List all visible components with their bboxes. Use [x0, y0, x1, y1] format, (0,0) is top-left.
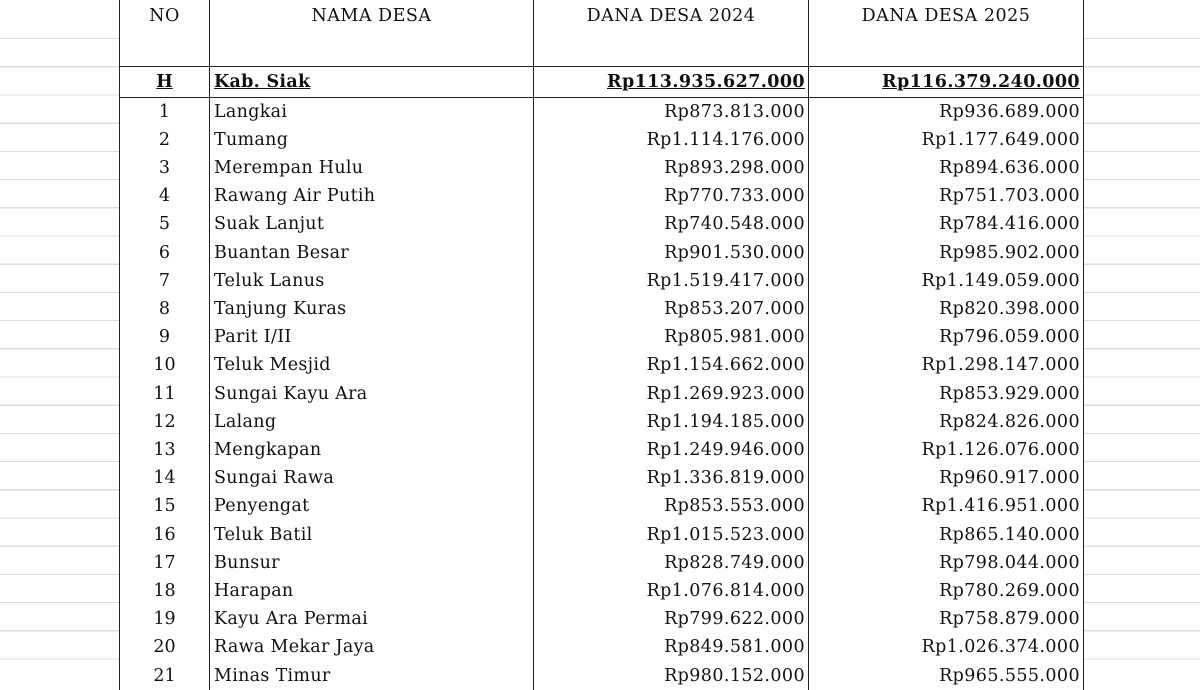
table-row [120, 464, 1084, 492]
header-no[interactable]: NO [120, 0, 210, 66]
name-cell[interactable]: Teluk Batil [210, 521, 534, 549]
no-cell[interactable]: 18 [120, 577, 210, 605]
no-cell[interactable]: 16 [120, 521, 210, 549]
dana-2025-cell[interactable]: Rp1.416.951.000 [809, 492, 1084, 520]
dana-2025-cell[interactable]: Rp865.140.000 [809, 521, 1084, 549]
dana-2024-cell[interactable]: Rp740.548.000 [534, 210, 809, 238]
dana-2024-cell[interactable]: Rp1.269.923.000 [534, 380, 809, 408]
dana-2024-cell[interactable]: Rp799.622.000 [534, 605, 809, 633]
no-cell[interactable]: 14 [120, 464, 210, 492]
table-row [120, 323, 1084, 351]
dana-2025-cell[interactable]: Rp798.044.000 [809, 549, 1084, 577]
dana-2024-cell[interactable]: Rp1.015.523.000 [534, 521, 809, 549]
dana-2024-cell[interactable]: Rp1.114.176.000 [534, 126, 809, 154]
name-cell[interactable]: Tanjung Kuras [210, 295, 534, 323]
name-cell[interactable]: Penyengat [210, 492, 534, 520]
dana-desa-table [119, 0, 1084, 690]
name-cell[interactable]: Sungai Kayu Ara [210, 380, 534, 408]
header-dana-desa-2025[interactable]: DANA DESA 2025 [809, 0, 1084, 66]
dana-2025-cell[interactable]: Rp1.126.076.000 [809, 436, 1084, 464]
table-row [120, 210, 1084, 238]
dana-2024-cell[interactable]: Rp853.553.000 [534, 492, 809, 520]
table-row [120, 154, 1084, 182]
table-row [120, 605, 1084, 633]
name-cell[interactable]: Bunsur [210, 549, 534, 577]
name-cell[interactable]: Lalang [210, 408, 534, 436]
total-dana-2024-cell[interactable]: Rp113.935.627.000 [534, 66, 809, 97]
dana-2025-cell[interactable]: Rp965.555.000 [809, 662, 1084, 690]
spreadsheet-area [119, 0, 1084, 686]
dana-2024-cell[interactable]: Rp1.336.819.000 [534, 464, 809, 492]
no-cell[interactable]: 20 [120, 633, 210, 661]
dana-2024-cell[interactable]: Rp770.733.000 [534, 182, 809, 210]
no-cell[interactable]: 12 [120, 408, 210, 436]
no-cell[interactable]: 4 [120, 182, 210, 210]
dana-2024-cell[interactable]: Rp828.749.000 [534, 549, 809, 577]
name-cell[interactable]: Rawa Mekar Jaya [210, 633, 534, 661]
name-cell[interactable]: Minas Timur [210, 662, 534, 690]
name-cell[interactable]: Parit I/II [210, 323, 534, 351]
table-row [120, 380, 1084, 408]
table-row [120, 182, 1084, 210]
name-cell[interactable]: Teluk Mesjid [210, 351, 534, 379]
total-dana-2025-cell[interactable]: Rp116.379.240.000 [809, 66, 1084, 97]
name-cell[interactable]: Buantan Besar [210, 239, 534, 267]
name-cell[interactable]: Kayu Ara Permai [210, 605, 534, 633]
name-cell[interactable]: Harapan [210, 577, 534, 605]
dana-2025-cell[interactable]: Rp985.902.000 [809, 239, 1084, 267]
table-row [120, 267, 1084, 295]
name-cell[interactable]: Langkai [210, 97, 534, 126]
table-row [120, 126, 1084, 154]
dana-2024-cell[interactable]: Rp901.530.000 [534, 239, 809, 267]
dana-2024-cell[interactable]: Rp873.813.000 [534, 97, 809, 126]
dana-2024-cell[interactable]: Rp1.154.662.000 [534, 351, 809, 379]
dana-2025-cell[interactable]: Rp1.149.059.000 [809, 267, 1084, 295]
dana-2025-cell[interactable]: Rp820.398.000 [809, 295, 1084, 323]
no-cell[interactable]: 13 [120, 436, 210, 464]
dana-2024-cell[interactable]: Rp1.519.417.000 [534, 267, 809, 295]
name-cell[interactable]: Teluk Lanus [210, 267, 534, 295]
table-row [120, 408, 1084, 436]
name-cell[interactable]: Suak Lanjut [210, 210, 534, 238]
no-cell[interactable]: 19 [120, 605, 210, 633]
name-cell[interactable]: Sungai Rawa [210, 464, 534, 492]
dana-2024-cell[interactable]: Rp805.981.000 [534, 323, 809, 351]
name-cell[interactable]: Rawang Air Putih [210, 182, 534, 210]
dana-2024-cell[interactable]: Rp853.207.000 [534, 295, 809, 323]
no-cell[interactable]: 9 [120, 323, 210, 351]
name-cell[interactable]: Mengkapan [210, 436, 534, 464]
dana-2025-cell[interactable]: Rp824.826.000 [809, 408, 1084, 436]
no-cell[interactable]: 6 [120, 239, 210, 267]
table-row [120, 521, 1084, 549]
header-dana-desa-2024[interactable]: DANA DESA 2024 [534, 0, 809, 66]
dana-2024-cell[interactable]: Rp980.152.000 [534, 662, 809, 690]
dana-2024-cell[interactable]: Rp1.249.946.000 [534, 436, 809, 464]
no-cell[interactable]: 5 [120, 210, 210, 238]
header-row [120, 0, 1084, 66]
dana-2024-cell[interactable]: Rp849.581.000 [534, 633, 809, 661]
dana-2025-cell[interactable]: Rp894.636.000 [809, 154, 1084, 182]
dana-2024-cell[interactable]: Rp1.076.814.000 [534, 577, 809, 605]
total-name-cell[interactable]: Kab. Siak [210, 66, 534, 97]
dana-2025-cell[interactable]: Rp853.929.000 [809, 380, 1084, 408]
table-row [120, 97, 1084, 126]
dana-2025-cell[interactable]: Rp1.298.147.000 [809, 351, 1084, 379]
dana-2025-cell[interactable]: Rp796.059.000 [809, 323, 1084, 351]
header-nama-desa[interactable]: NAMA DESA [210, 0, 534, 66]
table-row [120, 351, 1084, 379]
no-cell[interactable]: 11 [120, 380, 210, 408]
dana-2025-cell[interactable]: Rp1.177.649.000 [809, 126, 1084, 154]
no-cell[interactable]: 8 [120, 295, 210, 323]
name-cell[interactable]: Tumang [210, 126, 534, 154]
table-row [120, 633, 1084, 661]
no-cell[interactable]: 15 [120, 492, 210, 520]
table-row [120, 662, 1084, 690]
dana-2025-cell[interactable]: Rp1.026.374.000 [809, 633, 1084, 661]
no-cell[interactable]: 21 [120, 662, 210, 690]
dana-2025-cell[interactable]: Rp960.917.000 [809, 464, 1084, 492]
dana-2025-cell[interactable]: Rp936.689.000 [809, 97, 1084, 126]
total-no-cell[interactable]: H [120, 66, 210, 97]
name-cell[interactable]: Merempan Hulu [210, 154, 534, 182]
no-cell[interactable]: 3 [120, 154, 210, 182]
dana-2025-cell[interactable]: Rp784.416.000 [809, 210, 1084, 238]
table-row [120, 295, 1084, 323]
table-row [120, 239, 1084, 267]
table-row [120, 492, 1084, 520]
table-row [120, 577, 1084, 605]
no-cell[interactable]: 17 [120, 549, 210, 577]
dana-2024-cell[interactable]: Rp893.298.000 [534, 154, 809, 182]
table-body [120, 66, 1084, 690]
total-row [120, 66, 1084, 97]
no-cell[interactable]: 10 [120, 351, 210, 379]
no-cell[interactable]: 2 [120, 126, 210, 154]
no-cell[interactable]: 7 [120, 267, 210, 295]
table-row [120, 436, 1084, 464]
no-cell[interactable]: 1 [120, 97, 210, 126]
dana-2024-cell[interactable]: Rp1.194.185.000 [534, 408, 809, 436]
dana-2025-cell[interactable]: Rp751.703.000 [809, 182, 1084, 210]
table-header [120, 0, 1084, 66]
dana-2025-cell[interactable]: Rp758.879.000 [809, 605, 1084, 633]
dana-2025-cell[interactable]: Rp780.269.000 [809, 577, 1084, 605]
table-row [120, 549, 1084, 577]
